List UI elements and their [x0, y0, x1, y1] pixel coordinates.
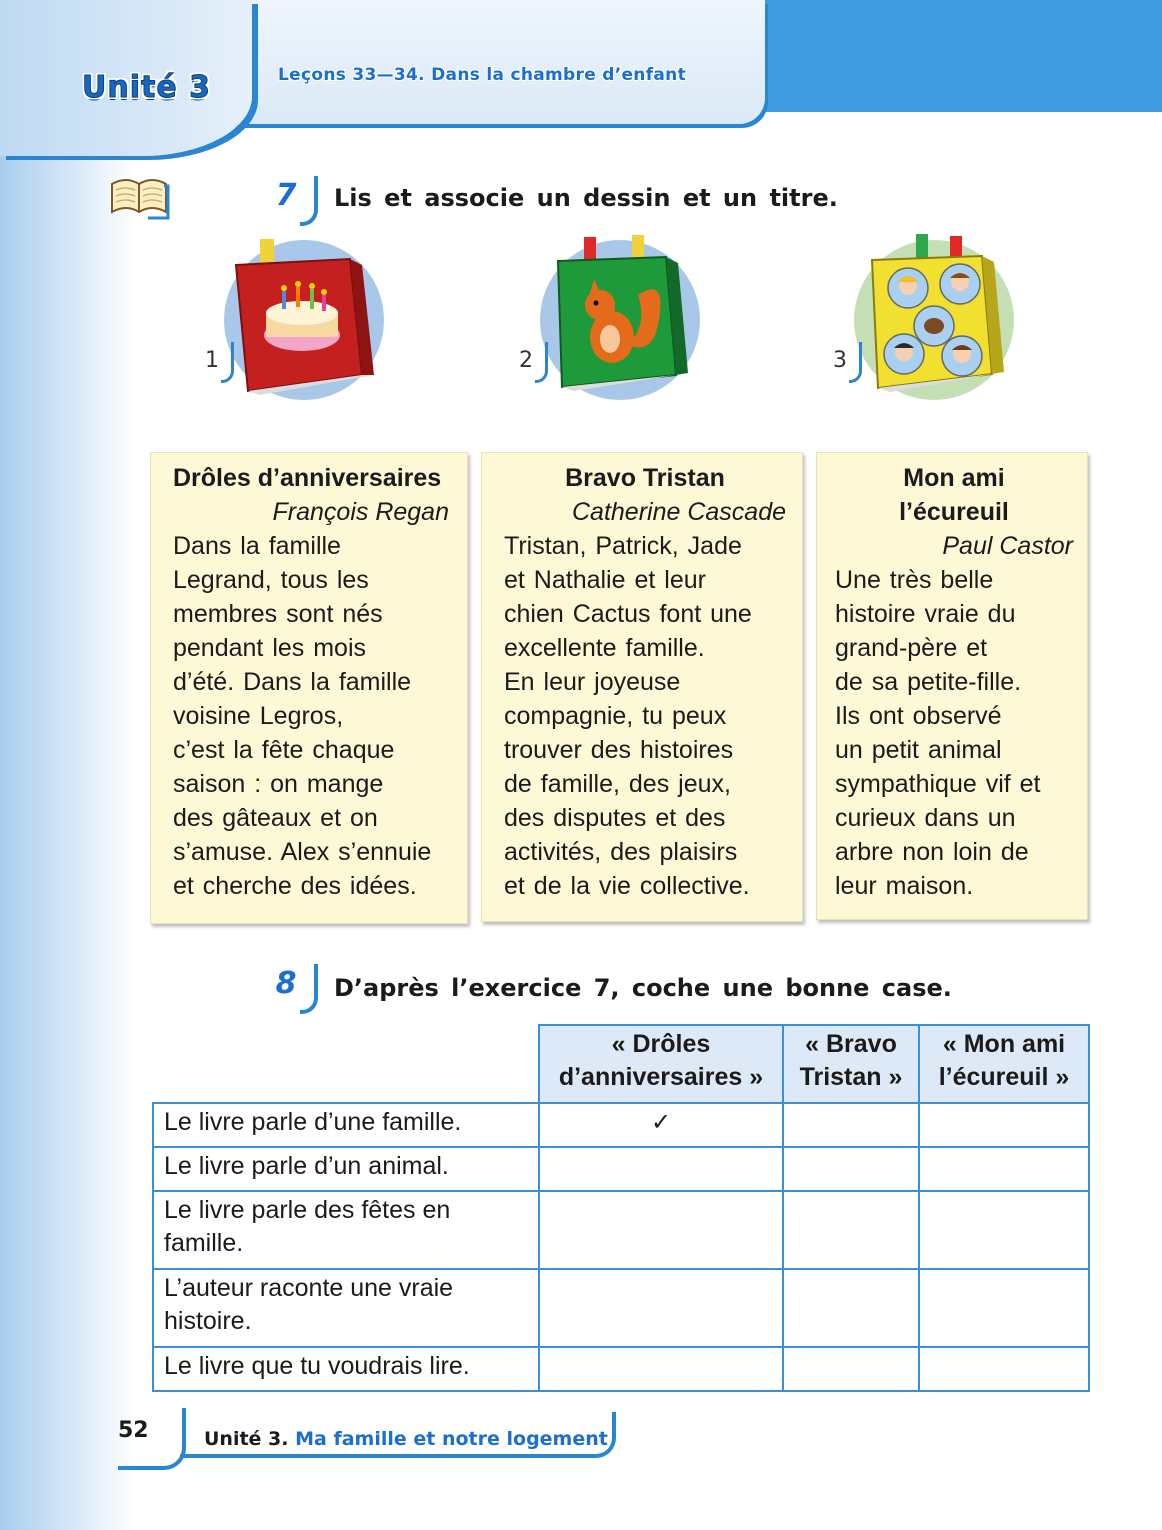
checkbox-cell[interactable] [783, 1269, 919, 1347]
card-3-title-line2: l’écureuil [899, 498, 1009, 526]
family-portraits-book-icon [842, 222, 1022, 402]
row-label: Le livre parle d’un animal. [153, 1147, 539, 1191]
picture-3-number: 3 [822, 346, 858, 382]
open-book-icon [108, 176, 170, 220]
checkbox-cell[interactable] [539, 1269, 783, 1347]
checkbox-cell[interactable] [783, 1103, 919, 1147]
checkbox-cell[interactable] [919, 1269, 1089, 1347]
checkbox-cell[interactable] [919, 1347, 1089, 1391]
checkbox-cell[interactable] [783, 1147, 919, 1191]
card-3-author: Paul Castor [942, 532, 1073, 560]
card-3-text: Une très belle histoire vraie du grand-père et de sa petite-fille. Ils ont observé un petit animal sympathique vif et curieux dans un arbre non loin de leur maison. [835, 566, 1041, 900]
column-header-line: « Mon ami [942, 1030, 1066, 1058]
row-label: Le livre que tu voudrais lire. [153, 1347, 539, 1391]
book-card-1 [150, 452, 468, 924]
checkbox-cell[interactable] [539, 1191, 783, 1269]
checkbox-cell[interactable] [539, 1347, 783, 1391]
lesson-title: Leçons 33—34. Dans la chambre d’enfant [278, 65, 687, 85]
table-corner [153, 1025, 539, 1103]
checkbox-cell[interactable]: ✓ [539, 1103, 783, 1147]
card-1-author: François Regan [272, 498, 449, 526]
footer-unit: Unité 3. [204, 1428, 289, 1450]
left-margin-gradient [0, 0, 135, 1530]
column-header-line: d’anniversaires » [558, 1063, 764, 1091]
card-3-title-line1: Mon ami [903, 464, 1005, 492]
checkbox-cell[interactable] [783, 1347, 919, 1391]
checkbox-cell[interactable] [919, 1103, 1089, 1147]
column-header-line: l’écureuil » [938, 1063, 1070, 1091]
row-label: L’auteur raconte une vraie histoire. [153, 1269, 539, 1347]
footer-unit-title [204, 1428, 608, 1450]
book-card-3 [816, 452, 1088, 920]
column-header-line: « Drôles [611, 1030, 711, 1058]
table-row [153, 1103, 1089, 1147]
card-2-title: Bravo Tristan [565, 464, 725, 492]
row-label: Le livre parle d’une famille. [153, 1103, 539, 1147]
book-card-2 [481, 452, 803, 922]
checkbox-cell[interactable] [539, 1147, 783, 1191]
answer-table [152, 1024, 1090, 1392]
exercise-8-number: 8 [260, 964, 312, 1008]
table-row [153, 1147, 1089, 1191]
footer-unit-name: Ma famille et notre logement [295, 1428, 608, 1450]
picture-1-number: 1 [194, 346, 230, 382]
table-header-row [153, 1025, 1089, 1103]
column-header-line: Tristan » [799, 1063, 903, 1091]
column-header-line: « Bravo [805, 1030, 897, 1058]
row-label: Le livre parle des fêtes en famille. [153, 1191, 539, 1269]
page-number: 52 [118, 1418, 149, 1443]
column-header-mon-ami [919, 1025, 1089, 1103]
table-row [153, 1191, 1089, 1269]
checkbox-cell[interactable] [783, 1191, 919, 1269]
checkbox-cell[interactable] [919, 1191, 1089, 1269]
picture-2-number: 2 [508, 346, 544, 382]
card-2-author: Catherine Cascade [571, 498, 786, 526]
birthday-cake-book-icon [212, 225, 392, 405]
exercise-7-number: 7 [260, 176, 312, 220]
card-1-text: Dans la famille Legrand, tous les membres sont nés pendant les mois d’été. Dans la famille voisine Legros, c’est la fête chaque saison : on mange des gâteaux et on s’amuse. Alex s’ennuie et cherche des idées. [173, 532, 432, 900]
unit-label: Unité 3 [82, 70, 212, 105]
squirrel-book-icon [528, 225, 708, 405]
exercise-7-instruction: Lis et associe un dessin et un titre. [334, 184, 838, 212]
card-2-text: Tristan, Patrick, Jade et Nathalie et leur chien Cactus font une excellente famille. En leur joyeuse compagnie, tu peux trouver des histoires de famille, des jeux, des disputes et des activités, des plaisirs et de la vie collective. [504, 532, 752, 900]
column-header-droles [539, 1025, 783, 1103]
table-row [153, 1269, 1089, 1347]
checkbox-cell[interactable] [919, 1147, 1089, 1191]
column-header-bravo [783, 1025, 919, 1103]
exercise-8-instruction: D’après l’exercice 7, coche une bonne case. [334, 974, 952, 1002]
table-row [153, 1347, 1089, 1391]
card-1-title: Drôles d’anniversaires [173, 464, 442, 492]
